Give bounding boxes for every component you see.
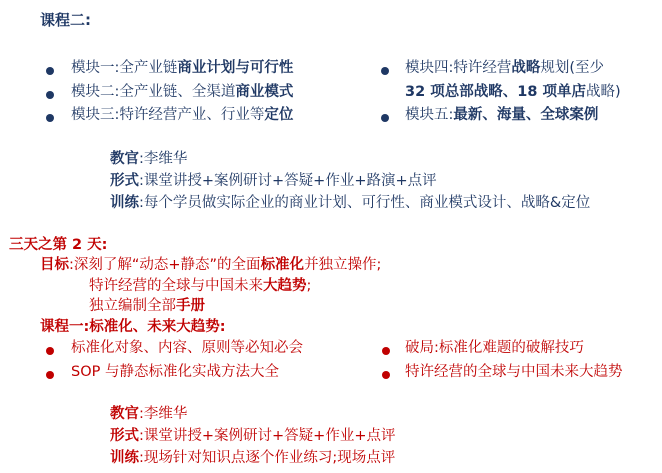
day2-course1-heading: 课程一:标准化、未来大趋势: [40,319,226,335]
bullet-icon [46,114,54,122]
module-3: 模块三:特许经营产业、行业等定位 [71,107,294,123]
bullet-icon [46,67,54,75]
bullet-icon [382,347,390,355]
module-5: 模块五:最新、海量、全球案例 [405,107,599,123]
day2-goal-line3: 独立编制全部手册 [89,298,205,314]
day2-training: 训练:现场针对知识点逐个作业练习;现场点评 [110,450,396,466]
day2-item-2: SOP 与静态标准化实战方法大全 [71,364,279,380]
course2-format: 形式:课堂讲授+案例研讨+答疑+作业+路演+点评 [110,173,437,189]
bullet-icon [46,347,54,355]
day2-item-1: 标准化对象、内容、原则等必知必会 [71,340,303,356]
module-4-line2: 32 项总部战略、18 项单店战略) [405,84,621,100]
day2-item-3: 破局:标准化难题的破解技巧 [405,340,584,356]
module-2: 模块二:全产业链、全渠道商业模式 [71,84,294,100]
course2-training: 训练:每个学员做实际企业的商业计划、可行性、商业模式设计、战略&定位 [110,195,591,211]
day2-heading: 三天之第 2 天: [9,237,108,253]
module-4: 模块四:特许经营战略规划(至少 [405,60,605,76]
bullet-icon [46,371,54,379]
bullet-icon [381,114,389,122]
bullet-icon [381,67,389,75]
day2-goal-line2: 特许经营的全球与中国未来大趋势; [89,278,312,294]
day2-format: 形式:课堂讲授+案例研讨+答疑+作业+点评 [110,428,396,444]
day2-goal-line1: 目标:深刻了解“动态+静态”的全面标准化并独立操作; [40,257,382,273]
bullet-icon [46,91,54,99]
course2-heading: 课程二: [40,11,91,29]
day2-teacher: 教官:李维华 [110,406,188,422]
day2-item-4: 特许经营的全球与中国未来大趋势 [405,364,623,380]
course2-teacher: 教官:李维华 [110,151,188,167]
bullet-icon [382,371,390,379]
module-1: 模块一:全产业链商业计划与可行性 [71,60,294,76]
